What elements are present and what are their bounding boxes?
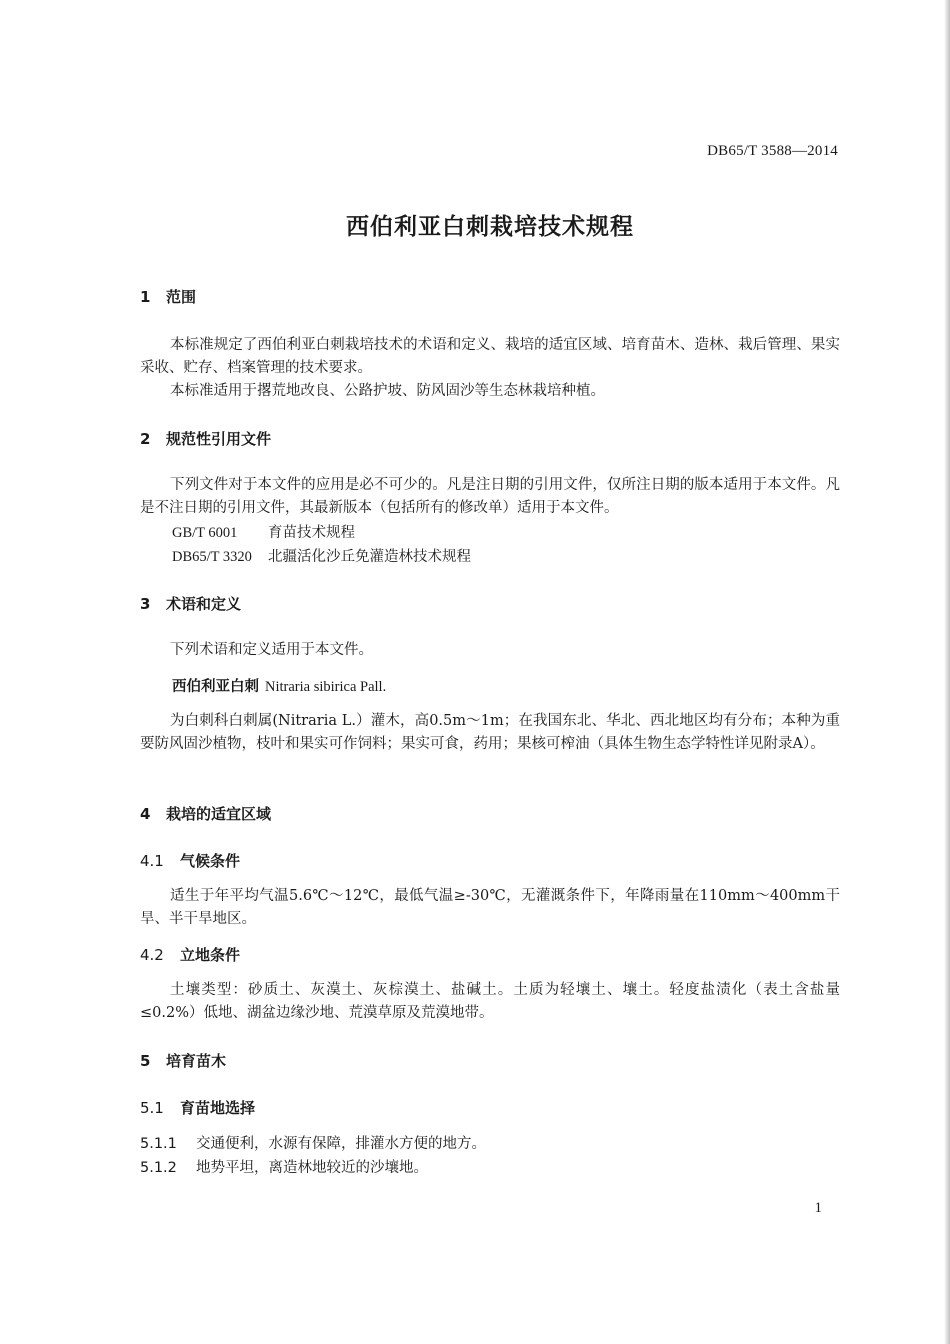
- reference-code: DB65/T 3320: [172, 549, 252, 565]
- clause-text: 地势平坦，离造林地较近的沙壤地。: [196, 1160, 428, 1176]
- section-number: 5: [140, 1052, 151, 1070]
- scan-edge-shadow: [944, 0, 950, 1344]
- subsection-title: 立地条件: [180, 946, 241, 964]
- section-title: 栽培的适宜区域: [166, 805, 272, 823]
- subsection-number: 4.2: [140, 946, 164, 964]
- section-2-heading: [140, 428, 271, 449]
- section-4-2-heading: [140, 944, 240, 965]
- term-entry: [172, 675, 386, 696]
- section-title: 术语和定义: [166, 595, 242, 613]
- reference-item: [172, 545, 471, 566]
- section-1-paragraph-2: 本标准适用于撂荒地改良、公路护坡、防风固沙等生态林栽培种植。: [170, 383, 605, 399]
- section-4-heading: [140, 803, 271, 824]
- subsection-title: 育苗地选择: [180, 1099, 256, 1117]
- term-chinese: 西伯利亚白刺: [172, 679, 259, 695]
- section-number: 4: [140, 805, 151, 823]
- document-title: 西伯利亚白刺栽培技术规程: [346, 214, 634, 240]
- reference-code: GB/T 6001: [172, 525, 238, 541]
- clause-5-1-2: [140, 1156, 428, 1177]
- clause-text: 交通便利，水源有保障，排灌水方便的地方。: [196, 1136, 486, 1152]
- section-5-1-heading: [140, 1097, 255, 1118]
- section-4-1-heading: [140, 850, 240, 871]
- section-1-heading: [140, 286, 196, 307]
- clause-5-1-1: [140, 1132, 486, 1153]
- subsection-title: 气候条件: [180, 852, 241, 870]
- section-number: 3: [140, 595, 151, 613]
- section-1-paragraph-1: 本标准规定了西伯利亚白刺栽培技术的术语和定义、栽培的适宜区域、培育苗木、造林、栽后管理、果实采收、贮存、档案管理的技术要求。: [140, 337, 840, 376]
- section-4-1-paragraph: 适生于年平均气温5.6℃～12℃，最低气温≥-30℃，无灌溉条件下，年降雨量在110mm～400mm干旱、半干旱地区。: [140, 888, 840, 927]
- section-number: 2: [140, 430, 151, 448]
- section-3-paragraph-2: 为白刺科白刺属(Nitraria L.）灌木，高0.5m～1m；在我国东北、华北、西北地区均有分布；本种为重要防风固沙植物，枝叶和果实可作饲料；果实可食，药用；果核可榨油（具体生物生态学特性详见附录A）。: [140, 713, 840, 752]
- section-title: 范围: [166, 288, 197, 306]
- subsection-number: 5.1: [140, 1099, 164, 1117]
- section-3-paragraph-1: 下列术语和定义适用于本文件。: [170, 642, 373, 658]
- section-3-heading: [140, 593, 241, 614]
- reference-title: 育苗技术规程: [268, 525, 355, 541]
- section-title: 规范性引用文件: [166, 430, 272, 448]
- term-latin: Nitraria sibirica Pall.: [265, 679, 387, 695]
- standard-code: DB65/T 3588—2014: [707, 143, 838, 159]
- section-5-heading: [140, 1050, 226, 1071]
- page-number: 1: [814, 1200, 822, 1216]
- section-2-paragraph-1: 下列文件对于本文件的应用是必不可少的。凡是注日期的引用文件，仅所注日期的版本适用于本文件。凡是不注日期的引用文件，其最新版本（包括所有的修改单）适用于本文件。: [140, 477, 840, 516]
- section-number: 1: [140, 288, 151, 306]
- clause-number: 5.1.1: [140, 1136, 177, 1152]
- section-4-2-paragraph: 土壤类型：砂质土、灰漠土、灰棕漠土、盐碱土。土质为轻壤土、壤土。轻度盐渍化（表土含盐量≤0.2%）低地、湖盆边缘沙地、荒漠草原及荒漠地带。: [140, 982, 840, 1021]
- reference-item: [172, 521, 355, 542]
- reference-title: 北疆活化沙丘免灌造林技术规程: [268, 549, 471, 565]
- subsection-number: 4.1: [140, 852, 164, 870]
- clause-number: 5.1.2: [140, 1160, 177, 1176]
- section-title: 培育苗木: [166, 1052, 227, 1070]
